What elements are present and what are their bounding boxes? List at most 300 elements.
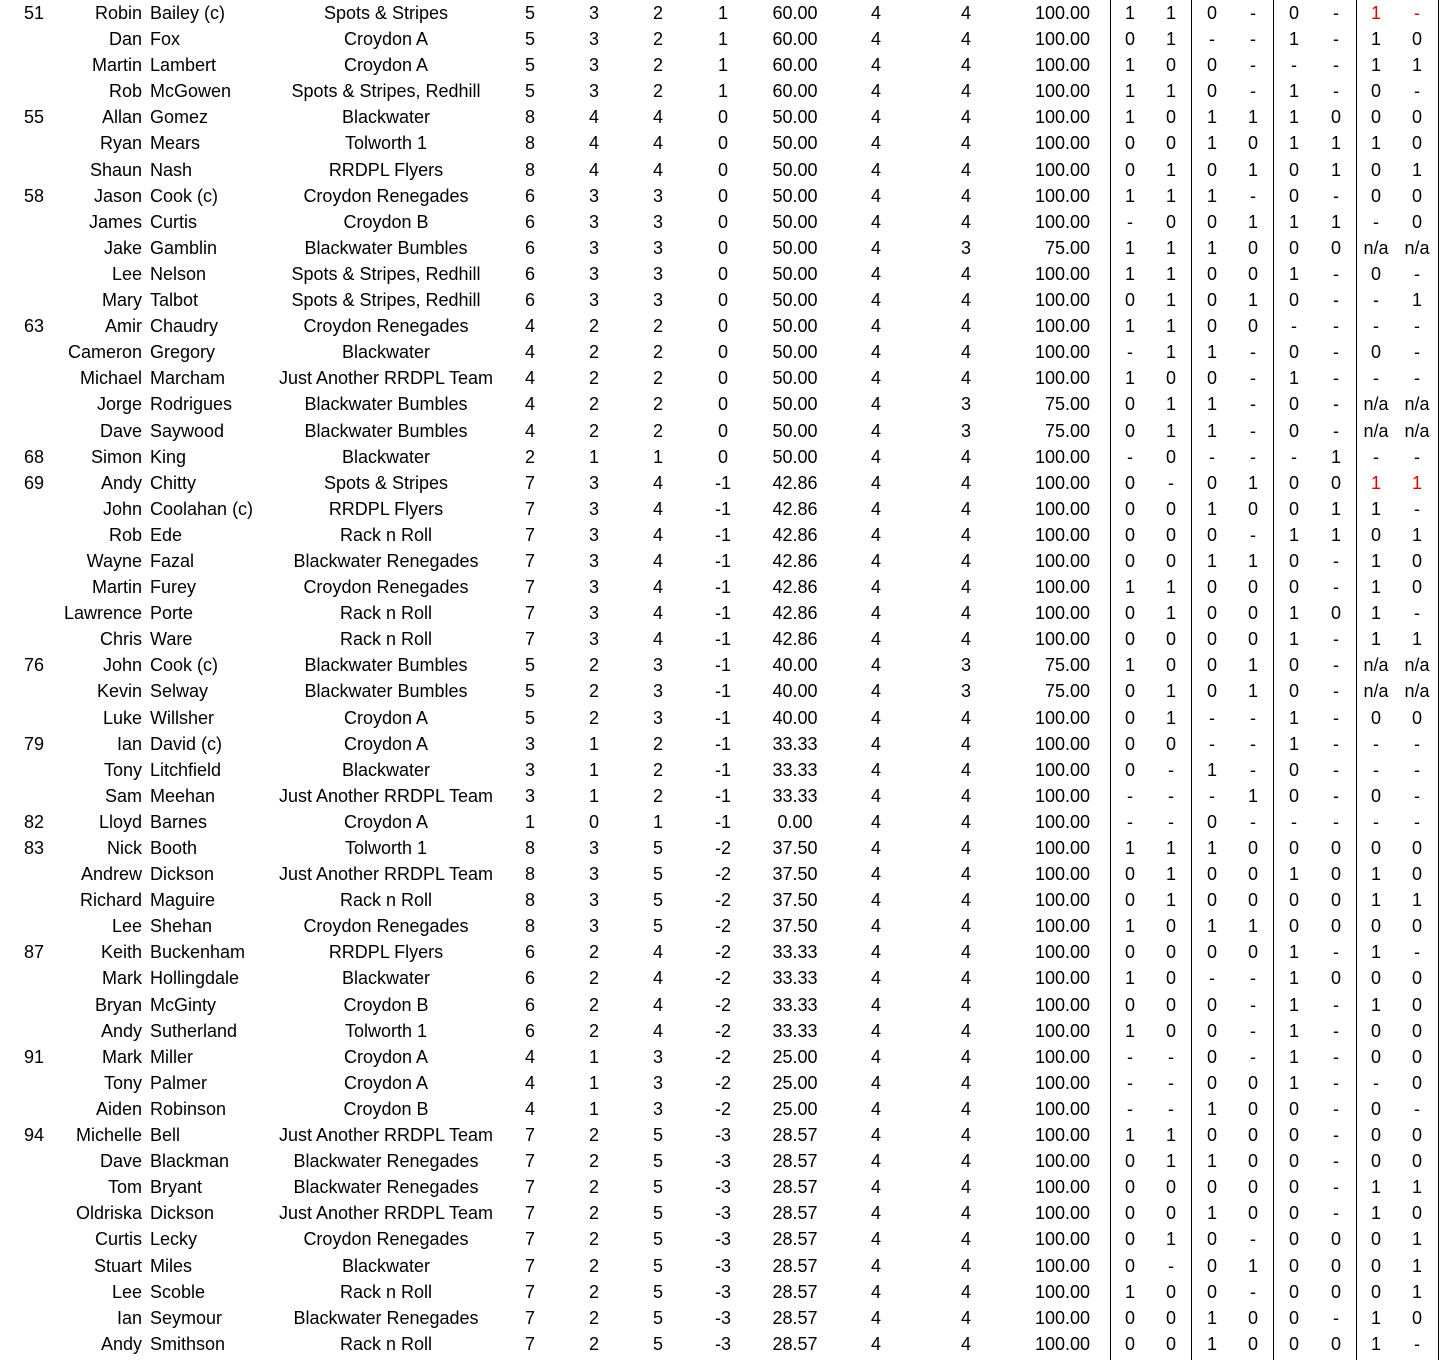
team-cell: Rack n Roll [339,1281,433,1302]
won-cell: 2 [588,1203,599,1224]
match-result-cell: 0 [1124,290,1135,311]
last-name-cell: Gamblin [150,237,218,258]
last-name-cell: David (c) [150,733,223,754]
last-name-cell: Bailey (c) [150,3,226,23]
table-row [0,1200,1440,1226]
match-result-cell: 1 [1124,916,1135,937]
table-row [0,104,1440,130]
lost-cell: 5 [652,838,663,858]
lost-cell: 4 [652,133,663,154]
matches-cell: 4 [870,811,881,832]
match-result-cell: 0 [1288,1255,1299,1276]
win-pct-cell: 50.00 [772,185,818,206]
team-cell: Blackwater [341,759,431,780]
diff-cell: 0 [717,420,728,441]
match-result-cell: 0 [1370,1020,1381,1041]
attended-cell: 4 [960,290,971,311]
lost-cell: 3 [652,1072,663,1093]
match-result-cell: 0 [1411,1203,1422,1224]
match-result-cell: 0 [1124,394,1135,415]
won-cell: 2 [588,681,599,702]
match-result-cell: - [1333,368,1339,389]
match-result-cell: 0 [1206,577,1217,598]
match-result-cell: 0 [1288,1098,1299,1119]
attendance-pct-cell: 100.00 [1034,498,1090,519]
attendance-pct-cell: 100.00 [1034,629,1090,650]
match-result-cell: 0 [1206,681,1217,702]
matches-cell: 4 [870,681,881,702]
first-name-cell: Michael [79,368,142,389]
column-divider [1273,0,1274,1360]
attendance-pct-cell: 100.00 [1034,1229,1090,1250]
match-result-cell: 0 [1288,1125,1299,1146]
match-result-cell: 1 [1411,524,1422,545]
first-name-cell: Jake [103,237,142,258]
table-row [0,287,1440,313]
lost-cell: 5 [652,916,663,937]
match-result-cell: 0 [1165,368,1176,389]
match-result-cell: 0 [1206,159,1217,180]
match-result-cell: 1 [1165,29,1176,50]
match-result-cell: 0 [1247,316,1258,337]
win-pct-cell: 0.00 [777,811,813,832]
diff-cell: 0 [717,394,728,415]
last-name-cell: Hollingdale [150,968,240,989]
matches-cell: 4 [870,498,881,519]
diff-cell: -1 [714,498,731,519]
win-pct-cell: 33.33 [772,785,818,806]
attended-cell: 4 [960,864,971,885]
first-name-cell: Simon [90,446,142,467]
team-cell: Blackwater Bumbles [304,420,468,441]
win-pct-cell: 50.00 [772,394,818,415]
attendance-pct-cell: 100.00 [1034,603,1090,624]
match-result-cell: 0 [1247,1333,1258,1354]
match-result-cell: 0 [1370,1255,1381,1276]
table-row [0,1122,1440,1148]
rank-cell [14,157,54,183]
lost-cell: 3 [652,290,663,311]
last-name-cell: Furey [150,577,197,598]
lost-cell: 2 [652,29,663,50]
won-cell: 4 [588,133,599,154]
match-result-cell: 0 [1288,550,1299,571]
rank-cell: 68 [23,446,45,467]
won-cell: 3 [588,890,599,911]
first-name-cell: Ian [116,733,142,754]
rank-cell: 82 [23,811,45,832]
match-result-cell: 0 [1206,3,1217,23]
match-result-cell: 1 [1370,3,1381,23]
played-cell: 8 [524,159,535,180]
match-result-cell: - [1168,811,1174,832]
attendance-pct-cell: 100.00 [1034,942,1090,963]
match-result-cell: 1 [1370,864,1381,885]
rank-cell: 83 [23,838,45,858]
match-result-cell: 1 [1288,29,1299,50]
rank-cell: 63 [23,316,45,337]
lost-cell: 4 [652,1020,663,1041]
attended-cell: 4 [960,890,971,911]
match-result-cell: 0 [1206,655,1217,676]
match-result-cell: n/a [1363,681,1389,702]
match-result-cell: 1 [1165,81,1176,102]
match-result-cell: - [1127,342,1133,363]
diff-cell: 0 [717,263,728,284]
won-cell: 3 [588,550,599,571]
match-result-cell: - [1333,942,1339,963]
played-cell: 4 [524,1098,535,1119]
table-row [0,78,1440,104]
last-name-cell: Nash [150,159,193,180]
match-result-cell: - [1414,811,1420,832]
team-cell: Croydon B [343,994,429,1015]
first-name-cell: Lee [111,263,142,284]
played-cell: 6 [524,942,535,963]
match-result-cell: 1 [1411,1255,1422,1276]
team-cell: Blackwater Bumbles [304,237,468,258]
match-result-cell: 0 [1247,838,1258,858]
lost-cell: 2 [652,55,663,76]
match-result-cell: - [1333,342,1339,363]
attended-cell: 4 [960,498,971,519]
matches-cell: 4 [870,864,881,885]
win-pct-cell: 37.50 [772,890,818,911]
diff-cell: 0 [717,185,728,206]
matches-cell: 4 [870,185,881,206]
last-name-cell: Mears [150,133,201,154]
attended-cell: 4 [960,1307,971,1328]
played-cell: 7 [524,629,535,650]
match-result-cell: 0 [1288,838,1299,858]
attended-cell: 4 [960,3,971,23]
match-result-cell: 1 [1247,159,1258,180]
first-name-cell: John [102,655,142,676]
match-result-cell: 0 [1288,1177,1299,1198]
match-result-cell: n/a [1404,420,1430,441]
rank-cell [14,992,54,1018]
lost-cell: 4 [652,550,663,571]
first-name-cell: John [102,498,142,519]
match-result-cell: 1 [1370,133,1381,154]
rank-cell [14,1200,54,1226]
matches-cell: 4 [870,420,881,441]
diff-cell: 0 [717,133,728,154]
rank-cell [14,678,54,704]
won-cell: 3 [588,629,599,650]
match-result-cell: - [1333,1046,1339,1067]
match-result-cell: 0 [1124,1203,1135,1224]
match-result-cell: 1 [1247,916,1258,937]
match-result-cell: 1 [1247,1255,1258,1276]
attendance-pct-cell: 75.00 [1044,237,1090,258]
played-cell: 4 [524,394,535,415]
match-result-cell: - [1414,368,1420,389]
match-result-cell: 1 [1411,159,1422,180]
diff-cell: -1 [714,577,731,598]
win-pct-cell: 40.00 [772,707,818,728]
match-result-cell: - [1373,316,1379,337]
first-name-cell: Cameron [67,342,142,363]
match-result-cell: - [1373,368,1379,389]
won-cell: 3 [588,81,599,102]
match-result-cell: 1 [1288,733,1299,754]
attended-cell: 3 [960,237,971,258]
match-result-cell: 0 [1330,968,1341,989]
match-result-cell: 1 [1288,968,1299,989]
win-pct-cell: 37.50 [772,916,818,937]
played-cell: 4 [524,1072,535,1093]
match-result-cell: 1 [1288,211,1299,232]
first-name-cell: Tony [103,759,142,780]
match-result-cell: - [1333,29,1339,50]
team-cell: Rack n Roll [339,629,433,650]
match-result-cell: 0 [1247,498,1258,519]
match-result-cell: 1 [1288,1020,1299,1041]
lost-cell: 4 [652,159,663,180]
match-result-cell: 1 [1165,316,1176,337]
diff-cell: -1 [714,759,731,780]
matches-cell: 4 [870,968,881,989]
diff-cell: 1 [717,29,728,50]
match-result-cell: 0 [1411,838,1422,858]
attended-cell: 4 [960,916,971,937]
team-cell: Croydon Renegades [303,1229,469,1250]
played-cell: 5 [524,681,535,702]
match-result-cell: - [1250,994,1256,1015]
diff-cell: -1 [714,811,731,832]
match-result-cell: 1 [1411,629,1422,650]
attended-cell: 4 [960,316,971,337]
played-cell: 7 [524,577,535,598]
attendance-pct-cell: 100.00 [1034,263,1090,284]
rank-cell [14,574,54,600]
match-result-cell: 0 [1288,681,1299,702]
table-row [0,1044,1440,1070]
match-result-cell: 0 [1165,550,1176,571]
win-pct-cell: 50.00 [772,133,818,154]
diff-cell: -2 [714,864,731,885]
lost-cell: 5 [652,1255,663,1276]
match-result-cell: 0 [1288,1229,1299,1250]
team-cell: Blackwater Bumbles [304,681,468,702]
match-result-cell: 1 [1288,864,1299,885]
match-result-cell: 0 [1288,185,1299,206]
matches-cell: 4 [870,707,881,728]
match-result-cell: - [1333,3,1339,23]
first-name-cell: Dan [108,29,142,50]
win-pct-cell: 28.57 [772,1177,818,1198]
win-pct-cell: 50.00 [772,316,818,337]
attendance-pct-cell: 100.00 [1034,811,1090,832]
match-result-cell: 0 [1247,1203,1258,1224]
win-pct-cell: 33.33 [772,1020,818,1041]
team-cell: Just Another RRDPL Team [278,864,494,885]
team-cell: Blackwater Bumbles [304,394,468,415]
rank-cell [14,26,54,52]
table-row [0,809,1440,835]
win-pct-cell: 37.50 [772,838,818,858]
diff-cell: -3 [714,1307,731,1328]
match-result-cell: 1 [1206,759,1217,780]
match-result-cell: 0 [1288,785,1299,806]
match-result-cell: 0 [1247,629,1258,650]
match-result-cell: 1 [1330,211,1341,232]
match-result-cell: 1 [1165,1229,1176,1250]
first-name-cell: Ian [116,1307,142,1328]
attended-cell: 4 [960,785,971,806]
table-row [0,913,1440,939]
match-result-cell: - [1250,342,1256,363]
match-result-cell: 1 [1370,890,1381,911]
attendance-pct-cell: 100.00 [1034,133,1090,154]
match-result-cell: 1 [1124,81,1135,102]
lost-cell: 3 [652,1098,663,1119]
match-result-cell: - [1250,29,1256,50]
table-row [0,157,1440,183]
team-cell: Blackwater Renegades [293,1307,479,1328]
match-result-cell: 0 [1206,1177,1217,1198]
match-result-cell: - [1250,1281,1256,1302]
match-result-cell: - [1373,1072,1379,1093]
match-result-cell: 1 [1370,629,1381,650]
table-row [0,365,1440,391]
table-row [0,1305,1440,1331]
match-result-cell: 0 [1411,107,1422,128]
match-result-cell: 0 [1247,1307,1258,1328]
team-cell: Rack n Roll [339,603,433,624]
match-result-cell: n/a [1404,655,1430,676]
last-name-cell: Willsher [150,707,215,728]
first-name-cell: Dave [99,420,142,441]
match-result-cell: 0 [1124,681,1135,702]
won-cell: 1 [588,733,599,754]
match-result-cell: 0 [1330,890,1341,911]
match-result-cell: 1 [1370,1177,1381,1198]
match-result-cell: 1 [1411,1229,1422,1250]
rank-cell: 76 [23,655,45,676]
attended-cell: 4 [960,811,971,832]
attended-cell: 4 [960,185,971,206]
match-result-cell: 0 [1124,159,1135,180]
attendance-pct-cell: 100.00 [1034,1177,1090,1198]
attended-cell: 4 [960,342,971,363]
match-result-cell: - [1168,1255,1174,1276]
attendance-pct-cell: 100.00 [1034,1281,1090,1302]
attendance-pct-cell: 100.00 [1034,316,1090,337]
match-result-cell: 1 [1124,577,1135,598]
match-result-cell: 0 [1124,524,1135,545]
matches-cell: 4 [870,1255,881,1276]
match-result-cell: 0 [1370,342,1381,363]
rank-cell [14,626,54,652]
match-result-cell: 1 [1330,159,1341,180]
match-result-cell: - [1250,707,1256,728]
match-result-cell: - [1209,968,1215,989]
attendance-pct-cell: 100.00 [1034,1046,1090,1067]
matches-cell: 4 [870,1307,881,1328]
match-result-cell: - [1209,733,1215,754]
first-name-cell: Rob [108,81,142,102]
win-pct-cell: 28.57 [772,1229,818,1250]
diff-cell: 0 [717,107,728,128]
match-result-cell: - [1333,759,1339,780]
rank-cell [14,287,54,313]
attendance-pct-cell: 100.00 [1034,368,1090,389]
attended-cell: 4 [960,707,971,728]
last-name-cell: McGowen [150,81,232,102]
first-name-cell: Kevin [96,681,142,702]
lost-cell: 5 [652,1177,663,1198]
lost-cell: 4 [652,498,663,519]
matches-cell: 4 [870,446,881,467]
first-name-cell: Dave [99,1151,142,1172]
match-result-cell: 1 [1247,655,1258,676]
match-result-cell: - [1414,263,1420,284]
match-result-cell: 0 [1247,577,1258,598]
team-cell: Rack n Roll [339,524,433,545]
table-row [0,261,1440,287]
match-result-cell: 1 [1206,1307,1217,1328]
win-pct-cell: 50.00 [772,342,818,363]
match-result-cell: - [1414,316,1420,337]
match-result-cell: 1 [1124,3,1135,23]
won-cell: 2 [588,1229,599,1250]
matches-cell: 4 [870,81,881,102]
attended-cell: 4 [960,1046,971,1067]
matches-cell: 4 [870,759,881,780]
match-result-cell: - [1168,1072,1174,1093]
match-result-cell: 0 [1370,838,1381,858]
match-result-cell: 0 [1165,133,1176,154]
team-cell: Croydon A [343,1046,429,1067]
match-result-cell: 1 [1124,1020,1135,1041]
won-cell: 3 [588,838,599,858]
matches-cell: 4 [870,1072,881,1093]
match-result-cell: - [1333,811,1339,832]
table-row [0,835,1440,861]
matches-cell: 4 [870,1177,881,1198]
rank-cell: 55 [23,107,45,128]
match-result-cell: 1 [1247,472,1258,493]
match-result-cell: 0 [1288,3,1299,23]
matches-cell: 4 [870,368,881,389]
match-result-cell: 0 [1206,890,1217,911]
played-cell: 7 [524,472,535,493]
team-cell: Spots & Stripes [323,472,449,493]
match-result-cell: 0 [1288,342,1299,363]
match-result-cell: 0 [1206,55,1217,76]
last-name-cell: Seymour [150,1307,223,1328]
match-result-cell: - [1333,681,1339,702]
match-result-cell: 0 [1165,1203,1176,1224]
match-result-cell: 0 [1165,1307,1176,1328]
diff-cell: -3 [714,1333,731,1354]
match-result-cell: 0 [1411,550,1422,571]
last-name-cell: Fazal [150,550,195,571]
win-pct-cell: 60.00 [772,81,818,102]
match-result-cell: 0 [1288,1333,1299,1354]
match-result-cell: 1 [1288,1072,1299,1093]
attended-cell: 4 [960,1203,971,1224]
played-cell: 5 [524,655,535,676]
match-result-cell: 1 [1124,316,1135,337]
won-cell: 2 [588,420,599,441]
matches-cell: 4 [870,890,881,911]
match-result-cell: - [1373,211,1379,232]
attended-cell: 4 [960,368,971,389]
match-result-cell: 0 [1206,1072,1217,1093]
